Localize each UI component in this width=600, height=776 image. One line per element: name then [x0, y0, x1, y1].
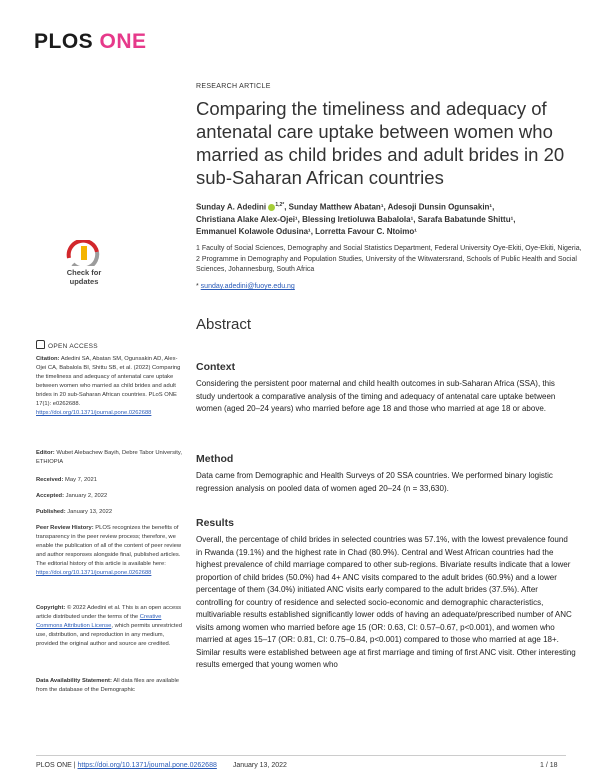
page-number: 1 / 18: [540, 762, 558, 769]
data-availability-text: All data files are available from the database of the Demographic: [36, 678, 179, 693]
footer-journal: PLOS ONE: [36, 762, 72, 769]
copyright-text-2: , which permits unrestricted use, distribution, and reproduction in any medium, provided the original author and source are credited.: [36, 623, 182, 647]
article-type: RESEARCH ARTICLE: [196, 83, 271, 90]
editor-text: Wubet Alebachew Bayih, Debre Tabor University, ETHIOPIA: [36, 450, 182, 465]
logo-one: ONE: [99, 30, 147, 53]
citation-block: [36, 355, 186, 418]
abstract-heading: Abstract: [196, 316, 252, 333]
footer-separator: |: [71, 762, 78, 769]
logo-plos: PLOS: [34, 30, 94, 53]
data-availability-label: Data Availability Statement:: [36, 678, 112, 684]
check-for-updates-badge[interactable]: [63, 240, 105, 294]
corresponding-email: [196, 283, 295, 290]
results-heading: Results: [196, 517, 234, 529]
author-first-affil: 1,2*: [275, 202, 285, 208]
published-label: Published:: [36, 509, 66, 515]
received-block: [36, 476, 186, 485]
article-title: Comparing the timeliness and adequacy of antenatal care uptake between women who married as child brides and adult brides in 20 sub-Saharan African countries: [196, 98, 565, 188]
footer-divider: [36, 755, 566, 756]
footer-date: January 13, 2022: [232, 762, 287, 769]
method-heading: Method: [196, 453, 234, 465]
peer-review-text: PLOS recognizes the benefits of transparency in the peer review process; therefore, we enable the publication of all of the content of peer review and author responses alongside final, published articles. The editorial history of this article is available here:: [36, 525, 182, 567]
data-availability-block: [36, 677, 186, 695]
check-updates-line2: updates: [69, 277, 99, 286]
affiliations: 1 Faculty of Social Sciences, Demography and Social Statistics Department, Federal University Oye-Ekiti, Oye-Ekiti, Nigeria, 2 Programme in Demography and Population Studies, University of the Witwatersrand, Schools of Public Health and Social Sciences, Johannesburg, South Africa: [196, 245, 582, 273]
plos-one-logo[interactable]: [34, 30, 147, 54]
citation-label: Citation:: [36, 356, 60, 362]
peer-review-label: Peer Review History:: [36, 525, 94, 531]
page-footer: [36, 762, 287, 769]
email-star: *: [196, 283, 201, 290]
email-link[interactable]: sunday.adedini@fuoye.edu.ng: [200, 283, 295, 290]
footer-doi-link[interactable]: https://doi.org/10.1371/journal.pone.0262688: [77, 762, 217, 769]
published-text: January 13, 2022: [67, 509, 113, 515]
open-access-text: OPEN ACCESS: [48, 343, 98, 350]
author-list: [196, 199, 586, 238]
context-heading: Context: [196, 361, 236, 373]
open-access-label: [36, 340, 98, 350]
author-first[interactable]: Sunday A. Adedini: [196, 202, 267, 212]
cc-license-link[interactable]: Creative Commons Attribution License: [36, 614, 162, 629]
editor-block: [36, 449, 186, 467]
citation-text: Adedini SA, Abatan SM, Ogunsakin AD, Alex-Ojei CA, Babalola BI, Shittu SB, et al. (2022) Comparing the timeliness and adequacy of antenatal care uptake between women who married as child brides and adult brides in 20 sub-Saharan African countries. PLoS ONE 17(1): e0262688.: [36, 356, 181, 407]
peer-review-block: [36, 524, 186, 578]
accepted-block: [36, 492, 186, 501]
open-lock-icon: [36, 340, 45, 349]
copyright-text: © 2022 Adedini et al. This is an open access article distributed under the terms of the: [36, 605, 181, 620]
published-block: [36, 508, 186, 517]
citation-doi-link[interactable]: https://doi.org/10.1371/journal.pone.0262688: [36, 410, 152, 416]
copyright-label: Copyright:: [36, 605, 66, 611]
accepted-label: Accepted:: [36, 493, 65, 499]
check-updates-label: [63, 268, 105, 286]
editor-label: Editor:: [36, 450, 55, 456]
results-paragraph: Overall, the percentage of child brides in selected countries was 57.1%, with the lowest prevalence found in Rwanda (19.1%) and the highest rate in Chad (80.9%). Central and West African countries had the highest prevalence of child marriage compared to other sub-regions. Bivariate results indicate that a lower proportion of child brides (50.0%) had 4+ ANC visits compared to the adult brides (60.9%) and a lower percentage of them (34.0%) initiated ANC visits early compared to the adult brides (37.5%). After controlling for country of residence and selected socio-economic and demographic characteristics, multivariable results established significantly lower odds of having an adequate/prescribed number of ANC visits among women who married before age 15 (OR: 0.63, CI: 0.57–0.67, p<0.001), and women who married at ages 15–17 (OR: 0.81, CI: 0.75–0.84, p<0.001) compared to those who married at age 18+. Similar results were established between age at first marriage and timing of first ANC visit. Other interesting results emerged that young women who: [196, 535, 576, 669]
copyright-block: [36, 604, 186, 649]
author-rest-1: , Sunday Matthew Abatan¹, Adesoji Dunsin Ogunsakin¹,: [284, 202, 495, 212]
peer-review-link[interactable]: https://doi.org/10.1371/journal.pone.0262688: [36, 570, 152, 576]
received-text: May 7, 2021: [65, 477, 97, 483]
context-paragraph: Considering the persistent poor maternal and child health outcomes in sub-Saharan Africa (SSA), this study undertook a comparative analysis of the timing and adequacy of antenatal care uptake between women (aged 20–24 years) who married before age 18 and those who married at age 18 or above.: [196, 379, 556, 413]
author-line-3: Emmanuel Kolawole Odusina¹, Lorretta Favour C. Ntoimo¹: [196, 226, 417, 236]
accepted-text: January 2, 2022: [65, 493, 108, 499]
check-updates-line1: Check for: [66, 268, 102, 277]
author-line-2: Christiana Alake Alex-Ojei¹, Blessing Iretioluwa Babalola¹, Sarafa Babatunde Shittu¹,: [196, 214, 516, 224]
method-paragraph: Data came from Demographic and Health Surveys of 20 SSA countries. We performed binary logistic regression analysis on pooled data of women aged 20–24 (n = 33,630).: [196, 471, 553, 493]
received-label: Received:: [36, 477, 64, 483]
check-updates-icon: [63, 240, 103, 266]
